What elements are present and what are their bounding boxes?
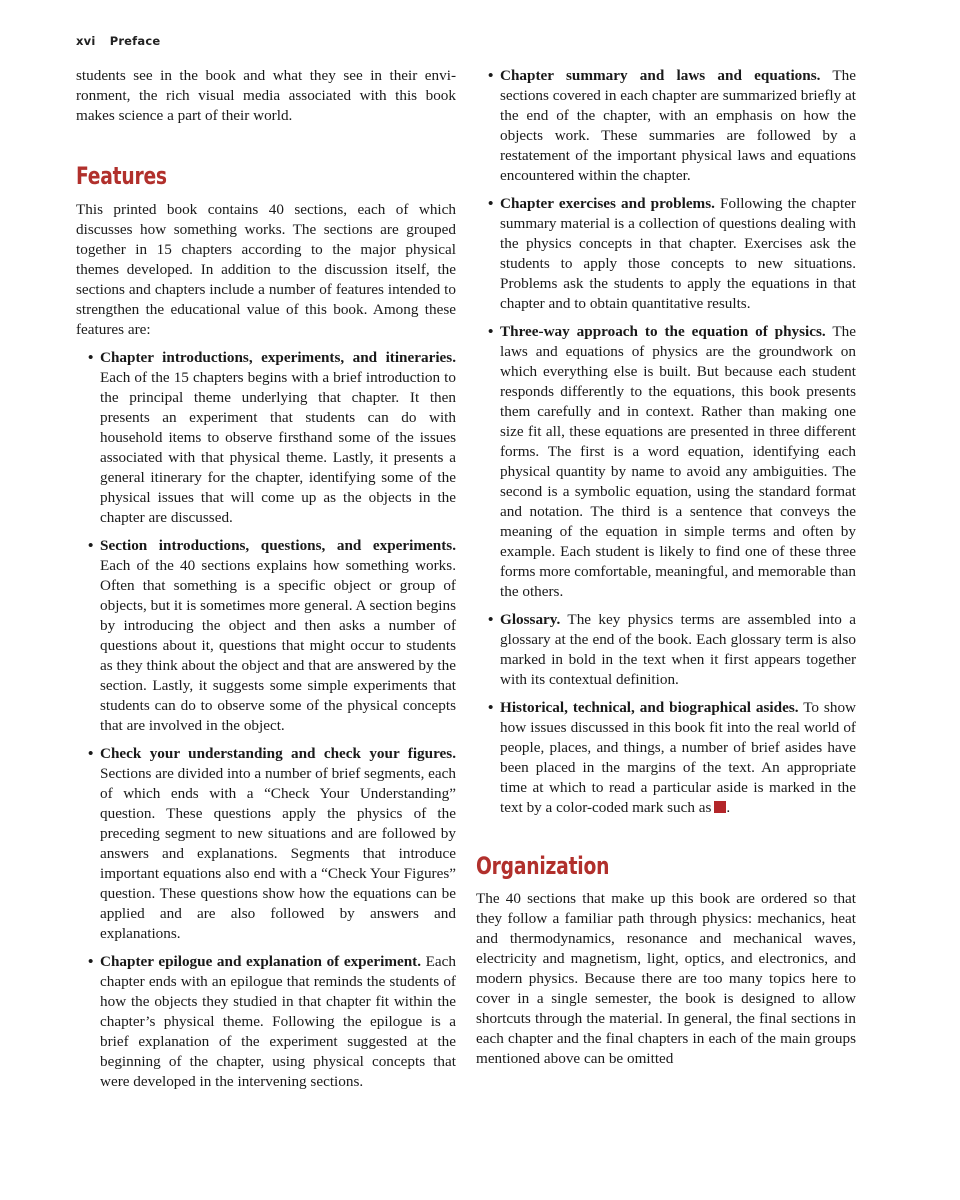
- feature-description: Sections are divided into a number of brief segments, each of which ends with a “Check Your Understanding” question. These questions apply the physics of the preceding segment to new situations and are followed by answers and explanations. Segments that introduce important equations also end with a “Check Your Figures” question. These questions show how the equations can be applied and are also followed by answers and explanations.: [100, 765, 456, 942]
- running-head: [76, 34, 160, 48]
- feature-term: Glossary.: [500, 611, 561, 628]
- right-column: [476, 66, 856, 1069]
- feature-term: Chapter summary and laws and equations.: [500, 67, 821, 84]
- sentence-end: .: [726, 799, 731, 816]
- feature-term: Chapter exercises and problems.: [500, 195, 715, 212]
- feature-item: [500, 610, 856, 690]
- feature-item: [500, 322, 856, 602]
- feature-item: [500, 66, 856, 186]
- feature-term: Historical, technical, and biographical asides.: [500, 699, 799, 716]
- feature-description: The laws and equations of physics are the groundwork on which everything else is built. But because each student responds differently to the equations, this book presents them carefully and in context. Rather than making one size fit all, these equations are presented in three different forms. The first is a word equation, identifying each physical quantity by name to avoid any ambiguities. The second is a symbolic equation, using the standard format and notation. The third is a sentence that conveys the meaning of the equation in simple terms and often by example. Each student is likely to find one of these three forms more comfortable, meaningful, and memorable than the others.: [500, 323, 856, 600]
- feature-description: To show how issues discussed in this book fit into the real world of people, places, and things, a number of brief asides have been placed in the margins of the text. An appropriate time at which to read a particular aside is marked in the text by a color-coded mark such as: [500, 699, 857, 816]
- feature-term: Section introductions, questions, and experiments.: [100, 537, 456, 554]
- feature-description: Each of the 15 chapters begins with a brief introduction to the principal theme underlying that chapter. It then presents an experiment that students can do with household items to observe firsthand some of the issues associated with that physical theme. Lastly, it presents a general itinerary for the chapter, identifying some of the physical issues that will come up as the objects in the chapter are discussed.: [100, 369, 456, 526]
- color-coded-mark-icon: [714, 801, 726, 813]
- features-intro-paragraph: This printed book contains 40 sections, each of which discusses how something works. The sections are grouped together in 15 chapters according to the major physical themes developed. In addition to the discussion itself, the sections and chapters include a number of features intended to strengthen the educational value of this book. Among these features are:: [76, 201, 456, 338]
- feature-term: Check your understanding and check your figures.: [100, 745, 456, 762]
- feature-item: [100, 744, 456, 944]
- feature-description: The sections covered in each chapter are summarized briefly at the end of the chapter, with an emphasis on how the objects work. These summaries are followed by a restatement of the important physical laws and equations encountered within the chapter.: [500, 67, 856, 184]
- running-head-title: Preface: [109, 34, 161, 48]
- feature-description: Following the chapter summary material is a collection of questions dealing with the physics concepts in that chapter. Exercises ask the students to apply those concepts to new situations. Problems ask the students to apply the equations in that chapter and to obtain quantitative results.: [500, 195, 856, 312]
- feature-term: Chapter epilogue and explanation of experiment.: [100, 953, 422, 970]
- feature-description: Each of the 40 sections explains how something works. Often that something is a specific object or group of objects, but it is sometimes more general. A section begins by introducing the object and then asks a number of questions about it, questions that might occur to students as they think about the object and that are answered by the section. Lastly, it suggests some simple experiments that students can do to observe some of the physical concepts that are involved in the object.: [100, 557, 456, 734]
- page-number: xvi: [76, 34, 96, 48]
- feature-item: [500, 194, 856, 314]
- feature-term: Three-way approach to the equation of physics.: [500, 323, 826, 340]
- features-heading: Features: [76, 162, 167, 190]
- features-list-left: [76, 348, 456, 1092]
- left-column: [76, 66, 456, 1100]
- feature-description: The key physics terms are assembled into a glossary at the end of the book. Each glossary term is also marked in bold in the text when it first appears together with its contextual definition.: [500, 611, 856, 688]
- feature-item: [500, 698, 856, 818]
- feature-term: Chapter introductions, experiments, and itineraries.: [100, 349, 456, 366]
- organization-paragraph: The 40 sections that make up this book are ordered so that they follow a familiar path through physics: mechanics, heat and thermodynamics, resonance and mechanical waves, electricity and magnetism, light, optics, and electronics, and modern physics. Because there are too many topics here to cover in a single semester, the book is designed to allow shortcuts through the material. In general, the final sections in each chapter and the final chapters in each of the main groups mentioned above can be omitted: [476, 890, 856, 1067]
- feature-item: [100, 536, 456, 736]
- feature-description: Each chapter ends with an epilogue that reminds the students of how the objects they studied in that chapter fit within the chapter’s physical theme. Following the epilogue is a brief explanation of the experiment suggested at the beginning of the chapter, using physical concepts that were developed in the intervening sections.: [100, 953, 456, 1090]
- feature-item: [100, 348, 456, 528]
- features-list-right: [476, 66, 856, 818]
- organization-heading: Organization: [476, 852, 610, 880]
- feature-item: [100, 952, 456, 1092]
- intro-continuation-paragraph: students see in the book and what they see in their environment, the rich visual media associated with this book makes science a part of their world.: [76, 67, 456, 124]
